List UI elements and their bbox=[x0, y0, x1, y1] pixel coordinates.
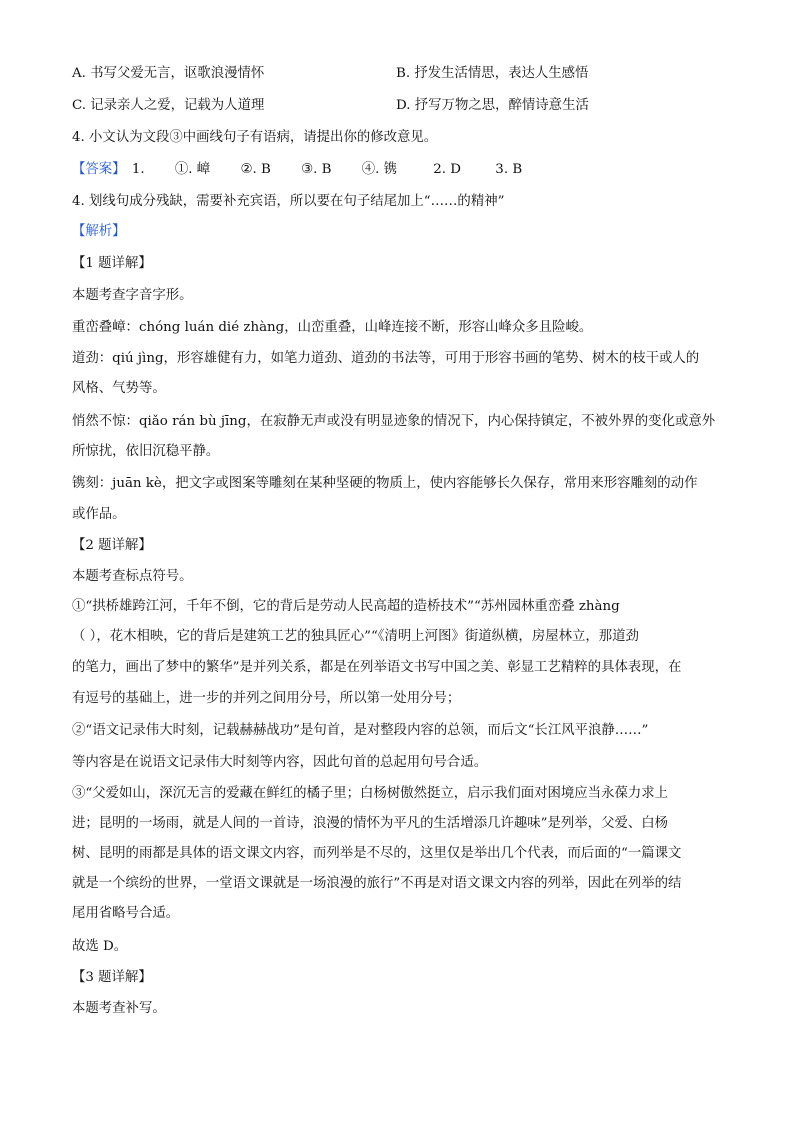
section-1-line: 道劲：qiú jìng，形容雄健有力，如笔力道劲、道劲的书法等，可用于形容书画的笔势、树木的枝干或人的 bbox=[72, 351, 700, 366]
option-c: C. 记录亲人之爱，记载为人道理 bbox=[72, 98, 265, 113]
answer-3: 3. B bbox=[495, 162, 523, 177]
section-2-line: 有逗号的基础上，进一步的并列之间用分号，所以第一处用分号； bbox=[72, 691, 461, 706]
section-1-line: 重峦叠嶂：chóng luán dié zhàng，山峦重叠，山峰连接不断，形容山峰众多且险峻。 bbox=[72, 320, 593, 335]
section-2-line: （ ），花木相映，它的背后是建筑工艺的独具匠心”“《清明上河图》街道纵横，房屋林立，那道劲 bbox=[72, 629, 639, 644]
section-2-line: ②“语文记录伟大时刻，记载赫赫战功”是句首，是对整段内容的总领，而后文“长江风平浪静……” bbox=[72, 723, 649, 738]
section-2-title: 【2 题详解】 bbox=[72, 538, 152, 553]
answer-line bbox=[72, 160, 522, 180]
answer-4: 4. 划线句成分残缺，需要补充宾语，所以要在句子结尾加上“……的精神” bbox=[72, 194, 505, 209]
question-4: 4. 小文认为文段③中画线句子有语病，请提出你的修改意见。 bbox=[72, 130, 438, 145]
section-1-intro: 本题考查字音字形。 bbox=[72, 288, 193, 303]
option-d: D. 抒写万物之思，醉情诗意生活 bbox=[396, 98, 589, 113]
section-2-line: 等内容是在说语文记录伟大时刻等内容，因此句首的总起用句号合适。 bbox=[72, 755, 488, 770]
answer-1-blank-4: ④. 镌 bbox=[361, 162, 397, 177]
section-1-line: 或作品。 bbox=[72, 507, 126, 522]
answer-1-label: 1. bbox=[131, 162, 145, 177]
section-1-line: 所惊扰，依旧沉稳平静。 bbox=[72, 444, 220, 459]
section-2-line: ③“父爱如山，深沉无言的爱藏在鲜红的橘子里；白杨树傲然挺立，启示我们面对困境应当永葆力求上 bbox=[72, 786, 669, 801]
section-1-line: 悄然不惊：qiǎo rán bù jīng，在寂静无声或没有明显迹象的情况下，内心保持镇定，不被外界的变化或意外 bbox=[72, 414, 716, 429]
answer-1-blank-3: ③. B bbox=[301, 162, 332, 177]
section-2-line: 故选 D。 bbox=[72, 939, 128, 954]
section-2-line: 尾用省略号合适。 bbox=[72, 906, 180, 921]
section-2-line: 的笔力，画出了梦中的繁华”是并列关系，都是在列举语文书写中国之美、彰显工艺精粹的具体表现，在 bbox=[72, 660, 682, 675]
section-1-line: 风格、气势等。 bbox=[72, 381, 166, 396]
answer-tag: 【答案】 bbox=[72, 162, 126, 177]
section-1-line: 镌刻：juān kè，把文字或图案等雕刻在某种坚硬的物质上，使内容能够长久保存，常用来形容雕刻的动作 bbox=[72, 476, 698, 491]
section-2-intro: 本题考查标点符号。 bbox=[72, 569, 193, 584]
section-2-line: 树、昆明的雨都是具体的语文课文内容，而列举是不尽的，这里仅是举出几个代表，而后面的“一篇课文 bbox=[72, 846, 682, 861]
section-3-title: 【3 题详解】 bbox=[72, 970, 152, 985]
section-3-intro: 本题考查补写。 bbox=[72, 1001, 166, 1016]
analysis-tag: 【解析】 bbox=[72, 224, 126, 239]
option-b: B. 抒发生活情思，表达人生感悟 bbox=[396, 66, 589, 81]
section-2-line: 进；昆明的一场雨，就是人间的一首诗，浪漫的情怀为平凡的生活增添几许趣味”是列举，父爱、白杨 bbox=[72, 816, 669, 831]
option-a: A. 书写父爱无言，讴歌浪漫情怀 bbox=[72, 66, 265, 81]
section-2-line: 就是一个缤纷的世界，一堂语文课就是一场浪漫的旅行”不再是对语文课文内容的列举，因此在列举的结 bbox=[72, 876, 682, 891]
answer-1-blank-2: ②. B bbox=[240, 162, 271, 177]
section-2-line: ①“拱桥雄跨江河，千年不倒，它的背后是劳动人民高超的造桥技术”“苏州园林重峦叠 zhàng bbox=[72, 599, 620, 614]
answer-2: 2. D bbox=[433, 162, 462, 177]
section-1-title: 【1 题详解】 bbox=[72, 256, 152, 271]
answer-1-blank-1: ①. 嶂 bbox=[174, 162, 211, 177]
